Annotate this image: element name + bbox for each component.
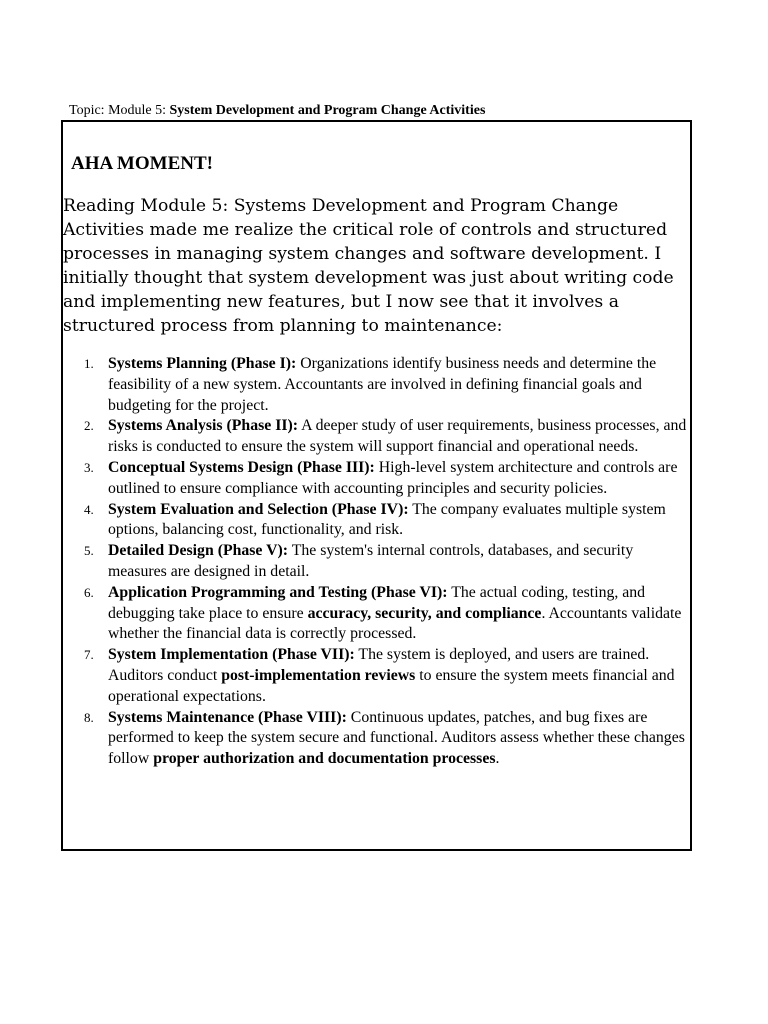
item-text: High-level system architecture and controls are outlined to ensure compliance with accounting principles and security policies. [108, 458, 678, 497]
item-title: Application Programming and Testing (Phase VI): [108, 583, 448, 601]
item-text: The system's internal controls, databases, and security measures are designed in detail. [108, 542, 634, 580]
item-text: A deeper study of user requirements, business processes, and risks is conducted to ensure the system will support financial and operational needs. [108, 417, 687, 456]
item-text: The company evaluates multiple system options, balancing cost, functionality, and risk. [108, 500, 666, 539]
item-text: Continuous updates, patches, and bug fixes are performed to keep the system secure and functional. Auditors assess whether these changes follow [108, 708, 685, 768]
item-number: 3. [84, 459, 94, 475]
item-title: System Evaluation and Selection (Phase IV): [108, 500, 409, 518]
item-text: Organizations identify business needs and determine the feasibility of a new system. Accountants are involved in defining financial goals and budgeting for the project. [108, 355, 657, 414]
topic-title: System Development and Program Change Activities [169, 103, 486, 118]
list-item [63, 500, 693, 542]
phase-list [63, 354, 693, 770]
item-number: 6. [84, 584, 94, 600]
aha-heading: AHA MOMENT! [71, 153, 213, 174]
item-text-end: to ensure the system meets financial and operational expectations. [108, 666, 675, 705]
intro-paragraph: Reading Module 5: Systems Development and Program Change Activities made me realize the critical role of controls and structured processes in managing system changes and software development. I initially thought that system development was just about writing code and implementing new features, but I now see that it involves a structured process from planning to maintenance: [63, 196, 674, 336]
item-text-end: . [495, 750, 500, 768]
item-title: Systems Analysis (Phase II): [108, 417, 299, 435]
item-text: The actual coding, testing, and debugging take place to ensure [108, 583, 646, 622]
item-title: Conceptual Systems Design (Phase III): [108, 458, 375, 476]
item-title: Detailed Design (Phase V): [108, 542, 289, 560]
item-title: System Implementation (Phase VII): [108, 646, 355, 664]
item-title: Systems Maintenance (Phase VIII): [108, 708, 347, 726]
list-item [63, 583, 693, 645]
item-number: 7. [84, 647, 94, 663]
item-text: The system is deployed, and users are trained. Auditors conduct [108, 646, 650, 684]
topic-prefix: Topic: Module 5: [69, 103, 170, 118]
item-number: 4. [84, 501, 94, 517]
item-number: 5. [84, 543, 94, 559]
item-text-end: . Accountants validate whether the financial data is correctly processed. [108, 604, 682, 643]
list-item [63, 541, 693, 583]
content-box [61, 120, 692, 851]
list-item [63, 354, 693, 416]
list-item [63, 416, 693, 458]
item-title: Systems Planning (Phase I): [108, 355, 297, 372]
item-emphasis: accuracy, security, and compliance [307, 604, 542, 622]
topic-line [69, 102, 485, 120]
item-number: 1. [84, 356, 94, 371]
item-number: 8. [84, 709, 94, 725]
list-item [63, 708, 693, 770]
item-emphasis: proper authorization and documentation processes [153, 750, 496, 768]
item-number: 2. [84, 418, 94, 434]
list-item [63, 645, 693, 707]
list-item [63, 458, 693, 500]
item-emphasis: post-implementation reviews [221, 666, 416, 684]
